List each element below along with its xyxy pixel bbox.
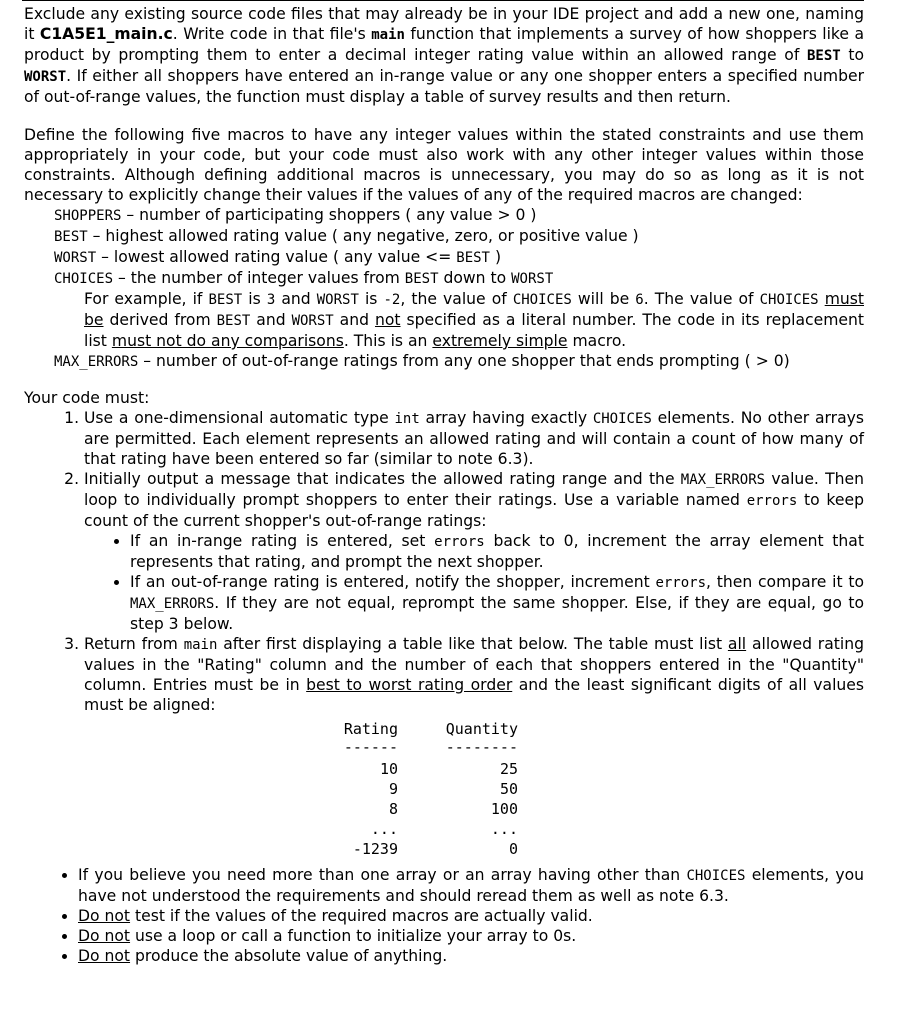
text: . If they are not equal, reprompt the same shopper. Else, if they are equal, go to step 3 below. xyxy=(130,594,864,633)
code-ref: BEST xyxy=(456,250,490,266)
intro-paragraph xyxy=(24,4,864,107)
text: , the value of xyxy=(400,290,513,308)
macro-choices xyxy=(24,268,864,289)
quantity-ellipsis: ... xyxy=(490,820,518,838)
requirements-list xyxy=(24,408,864,715)
code: BEST xyxy=(216,313,251,329)
rating-cell: -1239 xyxy=(352,840,398,858)
results-table xyxy=(24,715,864,865)
code: CHOICES xyxy=(759,292,819,308)
code: errors xyxy=(746,493,798,509)
macro-name: WORST xyxy=(54,250,97,266)
macro-desc: down to xyxy=(438,269,512,287)
code-ref: BEST xyxy=(404,271,439,287)
macro-desc: – number of participating shoppers ( any value > 0 ) xyxy=(121,206,537,224)
quantity-cell: 25 xyxy=(499,760,518,778)
code: main xyxy=(183,637,218,653)
text: Exclude any existing source code files that may already be in your IDE project and add a new one, naming it xyxy=(24,5,864,43)
code: WORST xyxy=(316,292,359,308)
text: test if the values of the required macros are actually valid. xyxy=(130,907,593,925)
text: array having exactly xyxy=(419,409,593,427)
macro-name: MAX_ERRORS xyxy=(54,354,139,370)
text: value. Then loop to individually prompt shoppers to enter their ratings. Use a variable named xyxy=(84,470,864,509)
header-quantity: Quantity xyxy=(445,720,518,738)
code: errors xyxy=(434,534,485,550)
macro-desc: ) xyxy=(489,248,502,266)
assignment-document xyxy=(24,4,864,966)
text: . If either all shoppers have entered an in-range value or any one shopper enters a specified number of out-of-range values, the function must display a table of survey results and then return. xyxy=(24,67,864,106)
text: Return from xyxy=(84,635,184,653)
underlined-text: must be xyxy=(84,290,864,329)
note-array xyxy=(78,865,864,906)
macro-best xyxy=(24,226,864,247)
note-init-loop xyxy=(78,926,864,946)
rating-cell: 8 xyxy=(388,800,398,818)
notes-list xyxy=(24,865,864,966)
text: to keep count of the current shopper's out-of-range ratings: xyxy=(84,491,864,530)
text: Initially output a message that indicates the allowed rating range and the xyxy=(84,470,681,488)
code: -2 xyxy=(383,292,401,308)
code: BEST xyxy=(208,292,243,308)
text: If an out-of-range rating is entered, notify the shopper, increment xyxy=(130,573,656,591)
quantity-cell: 100 xyxy=(490,800,518,818)
macro-desc: – number of out-of-range ratings from any one shopper that ends prompting ( > 0) xyxy=(138,352,790,370)
quantity-cell: 0 xyxy=(508,840,518,858)
underlined-text: not xyxy=(374,311,401,329)
text: back to 0, increment the array element that represents that rating, and prompt the next shopper. xyxy=(130,532,864,571)
code: CHOICES xyxy=(592,411,652,427)
text: . This is an xyxy=(343,332,433,350)
text: is xyxy=(358,290,384,308)
macro-max-errors xyxy=(24,351,864,372)
text: and xyxy=(250,311,292,329)
note-macros-valid xyxy=(78,906,864,926)
underlined-text: Do not xyxy=(78,907,131,925)
requirement-3 xyxy=(84,634,864,715)
text: and xyxy=(333,311,375,329)
top-rule xyxy=(22,0,864,1)
macro-desc: – highest allowed rating value ( any negative, zero, or positive value ) xyxy=(87,227,639,245)
underlined-text: Do not xyxy=(78,927,131,945)
macro-name: BEST xyxy=(54,229,88,245)
rating-cell: 10 xyxy=(379,760,398,778)
text: For example, if xyxy=(84,290,209,308)
underlined-text: extremely simple xyxy=(432,332,568,350)
macro-desc: – lowest allowed rating value ( any value <= xyxy=(96,248,457,266)
underlined-text: best to worst rating order xyxy=(306,676,513,694)
macro-shoppers xyxy=(24,205,864,226)
requirements-intro: Your code must: xyxy=(24,389,150,407)
text: . The value of xyxy=(643,290,760,308)
underlined-text: Do not xyxy=(78,947,131,965)
code: WORST xyxy=(291,313,334,329)
quantity-dashes: -------- xyxy=(445,738,518,756)
macro-worst xyxy=(24,247,864,268)
underlined-text: must not do any comparisons xyxy=(111,332,344,350)
code: 6 xyxy=(635,292,644,308)
macros-paragraph: Define the following five macros to have any integer values within the stated constraints and use them appropriately in your code, but your code must also work with any other integer values within those constraints. Although defining additional macros is unnecessary, you may do so as long as it is not necessary to explicitly change their values if the values of any of the required macros are changed: xyxy=(24,126,864,204)
bullet-out-of-range xyxy=(130,572,864,634)
text: produce the absolute value of anything. xyxy=(130,947,448,965)
requirement-2-bullets xyxy=(84,531,864,634)
macro-name: SHOPPERS xyxy=(54,208,122,224)
underlined-text: all xyxy=(727,635,747,653)
text: elements, you have not understood the requirements and should reread them as well as note 6.3. xyxy=(78,866,865,905)
text: after first displaying a table like that below. The table must list xyxy=(217,635,728,653)
requirement-2 xyxy=(84,469,864,634)
code-main: main xyxy=(371,27,405,43)
text: is xyxy=(242,290,267,308)
code: 3 xyxy=(266,292,276,308)
text: use a loop or call a function to initialize your array to 0s. xyxy=(130,927,577,945)
code-worst: WORST xyxy=(24,69,67,85)
macro-desc: – the number of integer values from xyxy=(113,269,405,287)
header-rating: Rating xyxy=(343,720,398,738)
rating-ellipsis: ... xyxy=(370,820,398,838)
code-ref: WORST xyxy=(511,271,554,287)
requirement-1 xyxy=(84,408,864,469)
text: . Write code in that file's xyxy=(172,25,372,43)
code: MAX_ERRORS xyxy=(130,596,215,612)
text: If you believe you need more than one array or an array having other than xyxy=(78,866,687,884)
text: derived from xyxy=(103,311,217,329)
code: errors xyxy=(655,575,707,591)
macro-name: CHOICES xyxy=(54,271,114,287)
code: MAX_ERRORS xyxy=(680,472,766,488)
code: CHOICES xyxy=(512,292,572,308)
text: specified as a literal number. The code in its replacement list xyxy=(84,311,864,350)
text: will be xyxy=(571,290,636,308)
note-abs xyxy=(78,946,864,966)
quantity-cell: 50 xyxy=(499,780,518,798)
code: int xyxy=(394,411,420,427)
text: and xyxy=(275,290,317,308)
text: Use a one-dimensional automatic type xyxy=(84,409,395,427)
text: , then compare it to xyxy=(706,573,864,591)
bullet-in-range xyxy=(130,531,864,572)
text: to xyxy=(840,46,864,64)
text: and the least significant digits of all values must be aligned: xyxy=(84,676,864,714)
text: function that implements a survey of how shoppers like a product by prompting them to enter a decimal integer rating value within an allowed range of xyxy=(24,25,864,64)
filename: C1A5E1_main.c xyxy=(39,25,173,43)
rating-cell: 9 xyxy=(388,780,398,798)
text: macro. xyxy=(567,332,627,350)
choices-example xyxy=(24,289,864,351)
text: allowed rating values in the "Rating" column and the number of each that shoppers entered in the "Quantity" column. Entries must be in xyxy=(84,635,864,694)
code-best: BEST xyxy=(806,48,841,64)
code: CHOICES xyxy=(686,868,746,884)
text: elements. No other arrays are permitted. Each element represents an allowed rating and will contain a count of how many of that rating have been entered so far (similar to note 6.3). xyxy=(84,409,864,468)
rating-dashes: ------ xyxy=(343,738,398,756)
text: If an in-range rating is entered, set xyxy=(130,532,435,550)
